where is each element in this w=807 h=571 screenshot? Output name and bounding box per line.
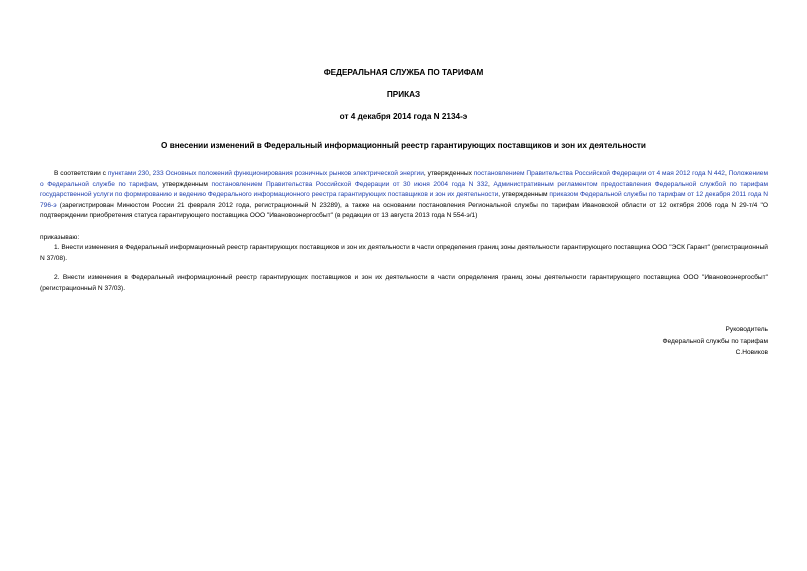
doc-type-heading: ПРИКАЗ <box>386 90 421 99</box>
link-order-796e[interactable]: приказом Федеральной службы по тарифам от 12 декабря 2011 года N 796-э <box>40 191 768 209</box>
agency-heading: ФЕДЕРАЛЬНАЯ СЛУЖБА ПО ТАРИФАМ <box>323 68 484 77</box>
preamble-text: , <box>724 170 729 177</box>
order-item-2: 2. Внести изменения в Федеральный информационный реестр гарантирующих поставщиков и зон их деятельности в части определения границ зоны деятельности гарантирующего поставщика ООО "Ивановоэнергосбыт" (регистрационный N 37/03). <box>40 274 768 292</box>
link-fst-regulation[interactable]: Положением о Федеральной службе по тарифам <box>40 170 769 188</box>
preamble-text: В соответствии с <box>54 170 108 177</box>
signer-organization: Федеральной службы по тарифам <box>662 337 768 345</box>
link-administrative-regulation[interactable]: Административным регламентом предоставления Федеральной службой по тарифам государственной услуги по формированию и ведению Федерального информационного реестра гарантирующих поставщиков и зон их деятельности <box>40 180 769 199</box>
preamble-text: , <box>487 180 494 188</box>
document-title: О внесении изменений в Федеральный информационный реестр гарантирующих поставщиков и зон их деятельности <box>161 141 646 150</box>
preamble-paragraph <box>40 169 768 222</box>
signer-position: Руководитель <box>725 326 768 333</box>
preamble-text: , утвержденным <box>498 191 550 199</box>
preamble-text: , утвержденных <box>423 170 474 177</box>
signature-block <box>663 324 769 359</box>
preamble-text: , <box>148 170 153 177</box>
preamble-text: , утвержденным <box>156 180 212 188</box>
link-points-230[interactable]: пунктами 230 <box>107 170 149 177</box>
link-resolution-442[interactable]: постановлением Правительства Российской Федерации от 4 мая 2012 года N 442 <box>473 170 725 177</box>
preamble-text: (зарегистрирован Минюстом России 21 февраля 2012 года, регистрационный N 23289), а также на основании постановления Региональной службы по тарифам Ивановской области от 12 октября 2006 года N 29-т/4 "О подтверждении приобретения статуса гарантирующего поставщика ООО "Ивановоэнергосбыт" (в редакции от 13 августа 2013 года N 554-э/1) <box>40 201 768 220</box>
date-number-heading: от 4 декабря 2014 года N 2134-э <box>339 112 468 121</box>
order-word: приказываю: <box>40 234 80 241</box>
link-resolution-332[interactable]: постановлением Правительства Российской Федерации от 30 июня 2004 года N 332 <box>211 180 488 188</box>
order-item-1: 1. Внести изменения в Федеральный информационный реестр гарантирующих поставщиков и зон их деятельности в части определения границ зоны деятельности гарантирующего поставщика ООО "ЭСК Гарант" (регистрационный N 37/08). <box>40 244 768 262</box>
signer-name: С.Новиков <box>735 349 768 357</box>
link-point-233-basic-provisions[interactable]: 233 Основных положений функционирования розничных рынков электрической энергии <box>152 170 424 177</box>
